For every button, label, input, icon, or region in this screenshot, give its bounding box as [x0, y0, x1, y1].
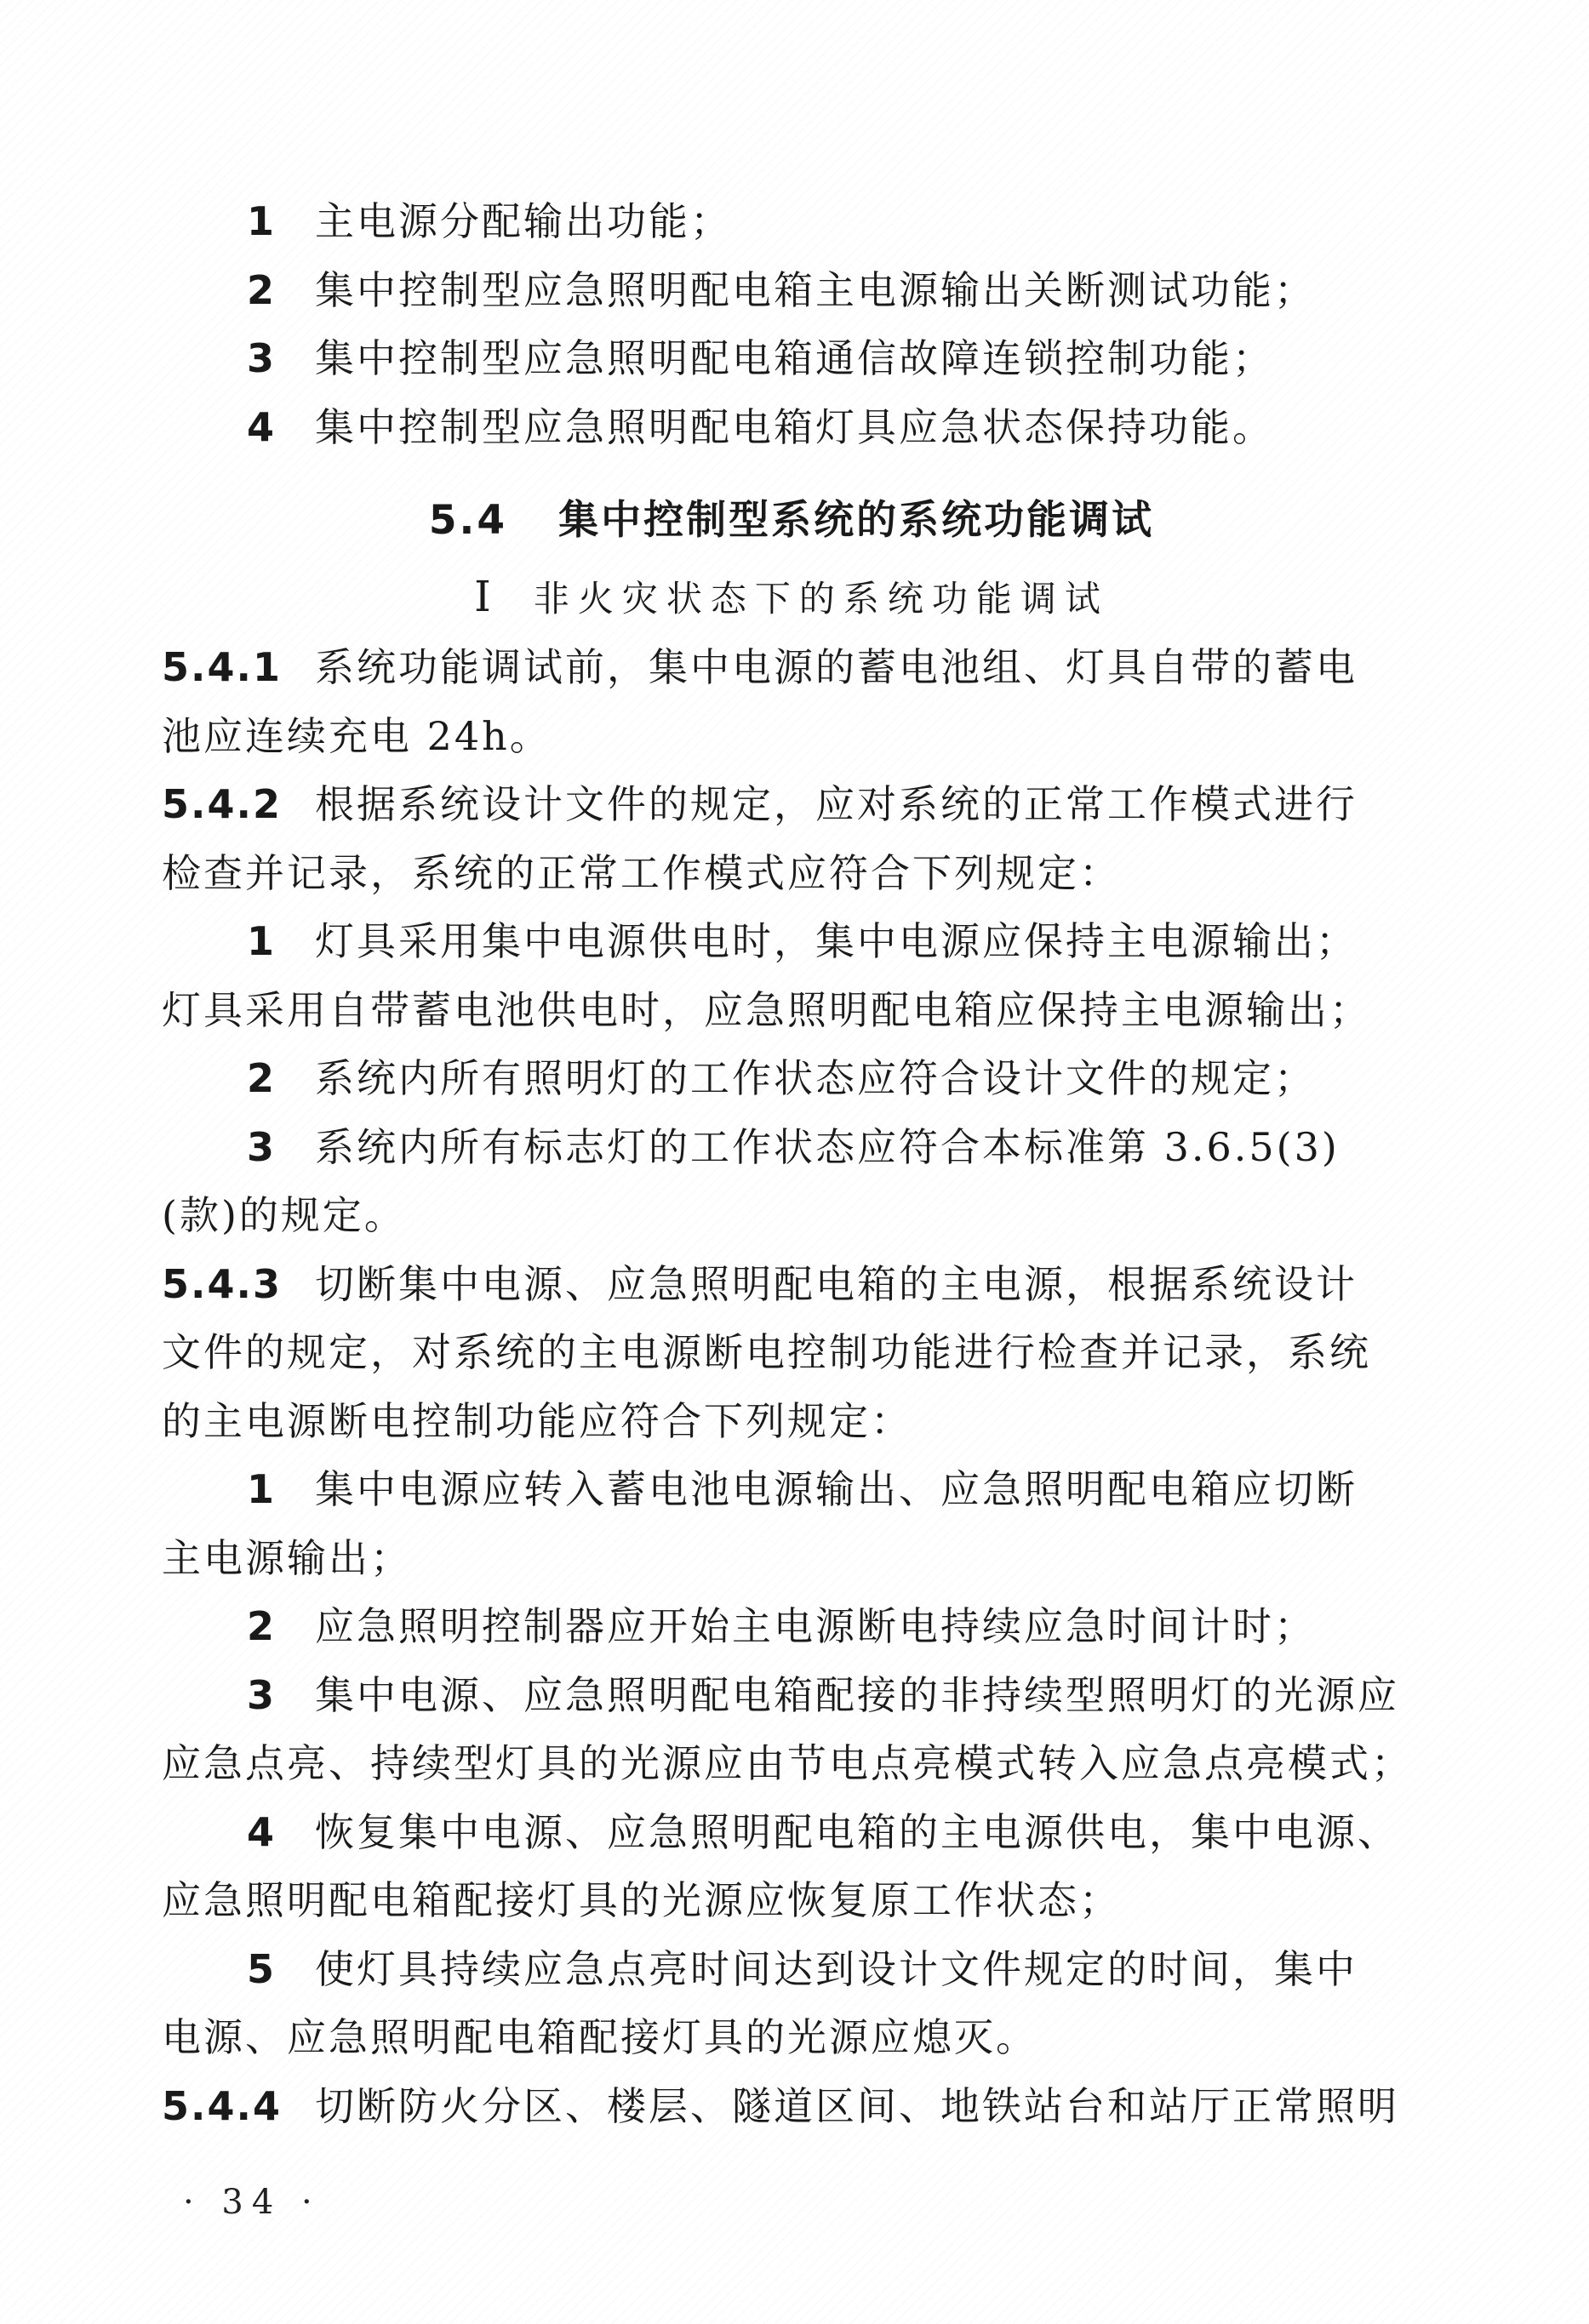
list-item-line [162, 393, 1421, 462]
list-item-line [162, 256, 1421, 325]
line-text: 的主电源断电控制功能应符合下列规定： [162, 1397, 912, 1444]
item-number: 3 [247, 335, 277, 381]
clause-number: 5.4.2 [162, 781, 282, 827]
line-text: 集中控制型应急照明配电箱主电源输出关断测试功能； [315, 266, 1316, 313]
line-text: 系统内所有标志灯的工作状态应符合本标准第 3.6.5(3) [315, 1123, 1340, 1170]
line-text: 根据系统设计文件的规定，应对系统的正常工作模式进行 [315, 781, 1358, 827]
line-text: 应急点亮、持续型灯具的光源应由节电点亮模式转入应急点亮模式； [162, 1740, 1413, 1786]
clause-number: 5.4.4 [162, 2082, 282, 2129]
line-text: 集中电源、应急照明配电箱配接的非持续型照明灯的光源应 [315, 1671, 1399, 1718]
item-number: 4 [247, 1808, 277, 1855]
item-number: 2 [247, 1055, 277, 1101]
page-content [162, 187, 1421, 2140]
section-title: 集中控制型系统的系统功能调试 [558, 497, 1155, 544]
item-number: 3 [247, 1123, 277, 1170]
line-text: 主电源输出； [162, 1534, 412, 1581]
list-item-line [162, 1113, 1421, 1182]
line-text: 主电源分配输出功能； [315, 198, 732, 244]
line-text: 切断集中电源、应急照明配电箱的主电源，根据系统设计 [315, 1260, 1358, 1307]
subsection-heading [162, 562, 1421, 634]
list-item-line [162, 1455, 1421, 1524]
line-text: 集中控制型应急照明配电箱灯具应急状态保持功能。 [315, 403, 1274, 450]
line-text: 检查并记录，系统的正常工作模式应符合下列规定： [162, 849, 1121, 896]
line-text: 应急照明控制器应开始主电源断电持续应急时间计时； [315, 1603, 1316, 1649]
item-number: 4 [247, 403, 277, 450]
line-text: 应急照明配电箱配接灯具的光源应恢复原工作状态； [162, 1877, 1121, 1923]
item-number: 5 [247, 1945, 277, 1992]
text-line [162, 2003, 1421, 2072]
subsection-title: 非火灾状态下的系统功能调试 [533, 577, 1109, 620]
clause-line [162, 1250, 1421, 1319]
line-text: 灯具采用集中电源供电时，集中电源应保持主电源输出； [315, 918, 1358, 964]
text-line [162, 976, 1421, 1045]
line-text: 文件的规定，对系统的主电源断电控制功能进行检查并记录，系统 [162, 1329, 1371, 1375]
list-item-line [162, 1661, 1421, 1730]
clause-number: 5.4.1 [162, 644, 282, 690]
text-line [162, 702, 1421, 771]
list-item-line [162, 1044, 1421, 1113]
section-number: 5.4 [428, 497, 508, 544]
line-text: 集中控制型应急照明配电箱通信故障连锁控制功能； [315, 335, 1274, 381]
text-line [162, 1866, 1421, 1935]
subsection-roman-numeral: Ⅰ [474, 571, 500, 621]
line-text: 恢复集中电源、应急照明配电箱的主电源供电，集中电源、 [315, 1808, 1399, 1855]
text-line [162, 1524, 1421, 1593]
item-number: 2 [247, 266, 277, 313]
item-number: 1 [247, 918, 277, 964]
clause-number: 5.4.3 [162, 1260, 282, 1307]
list-item-line [162, 1592, 1421, 1661]
clause-line [162, 633, 1421, 702]
line-text: 使灯具持续应急点亮时间达到设计文件规定的时间，集中 [315, 1945, 1358, 1992]
list-item-line [162, 907, 1421, 976]
text-line [162, 1729, 1421, 1798]
list-item-line [162, 1935, 1421, 2004]
line-text: (款)的规定。 [162, 1192, 406, 1238]
line-text: 集中电源应转入蓄电池电源输出、应急照明配电箱应切断 [315, 1466, 1358, 1512]
text-line [162, 1318, 1421, 1387]
item-number: 3 [247, 1671, 277, 1718]
line-text: 池应连续充电 24h。 [162, 712, 552, 759]
list-item-line [162, 1798, 1421, 1867]
line-text: 切断防火分区、楼层、隧道区间、地铁站台和站厅正常照明 [315, 2082, 1399, 2129]
item-number: 2 [247, 1603, 277, 1649]
item-number: 1 [247, 1466, 277, 1512]
line-text: 系统功能调试前，集中电源的蓄电池组、灯具自带的蓄电 [315, 644, 1358, 690]
text-line [162, 839, 1421, 908]
list-item-line [162, 324, 1421, 393]
section-heading [162, 487, 1421, 556]
item-number: 1 [247, 198, 277, 244]
clause-line [162, 2072, 1421, 2141]
line-text: 灯具采用自带蓄电池供电时，应急照明配电箱应保持主电源输出； [162, 986, 1371, 1033]
text-line [162, 1181, 1421, 1250]
clause-line [162, 770, 1421, 839]
top-list [162, 187, 1421, 461]
line-text: 系统内所有照明灯的工作状态应符合设计文件的规定； [315, 1055, 1316, 1101]
body-text [162, 633, 1421, 2140]
page-number: · 34 · [183, 2183, 321, 2222]
list-item-line [162, 187, 1421, 256]
line-text: 电源、应急照明配电箱配接灯具的光源应熄灭。 [162, 2014, 1037, 2060]
text-line [162, 1387, 1421, 1456]
